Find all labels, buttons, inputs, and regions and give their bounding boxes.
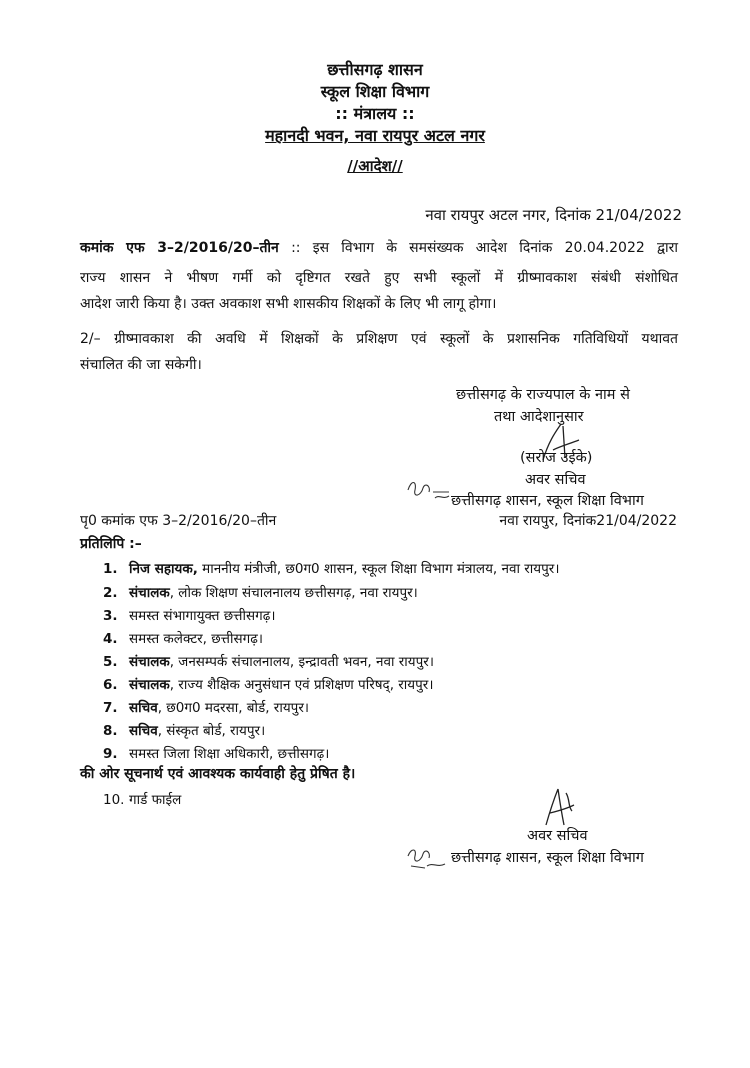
order-number: कमांक एफ 3–2/2016/20–तीन — [80, 240, 279, 256]
place-date: नवा रायपुर अटल नगर, दिनांक 21/04/2022 — [425, 206, 682, 224]
signature-mark-2 — [540, 785, 580, 830]
sig1-line1: छत्तीसगढ़ के राज्यपाल के नाम से — [456, 387, 630, 403]
recipient-6: 6. संचालक, राज्य शैक्षिक अनुसंधान एवं प्रशिक्षण परिषद्, रायपुर। — [103, 677, 434, 693]
sig1-office: छत्तीसगढ़ शासन, स्कूल शिक्षा विभाग — [451, 493, 644, 509]
forwarding-note: की ओर सूचनार्थ एवं आवश्यक कार्यवाही हेतु प्रेषित है। — [80, 766, 356, 782]
para1-line1 — [80, 238, 678, 257]
header-govt: छत्तीसगढ़ शासन — [327, 60, 423, 79]
para2-line2: संचालित की जा सकेगी। — [80, 357, 202, 373]
sig1-designation: अवर सचिव — [525, 472, 586, 488]
header-department: स्कूल शिक्षा विभाग — [320, 82, 430, 101]
recipient-2: 2. संचालक, लोक शिक्षण संचालनालय छत्तीसगढ़, नवा रायपुर। — [103, 585, 418, 601]
para1-line3: आदेश जारी किया है। उक्त अवकाश सभी शासकीय शिक्षकों के लिए भी लागू होगा। — [80, 296, 497, 312]
sig1-line2: तथा आदेशानुसार — [494, 409, 584, 425]
endorsement-number: पृ0 कमांक एफ 3–2/2016/20–तीन — [80, 513, 277, 529]
sig2-office: छत्तीसगढ़ शासन, स्कूल शिक्षा विभाग — [451, 850, 644, 866]
endorsement-place-date: नवा रायपुर, दिनांक21/04/2022 — [499, 513, 677, 529]
para1-line2: राज्य शासन ने भीषण गर्मी को दृष्टिगत रखते हुए सभी स्कूलों में ग्रीष्मावकाश संबंधी संशोधित — [80, 270, 678, 286]
order-title: //आदेश// — [347, 157, 403, 175]
initials-mark-2 — [405, 846, 450, 870]
sig2-designation: अवर सचिव — [527, 828, 588, 844]
para1-line1-text: :: इस विभाग के समसंख्यक आदेश दिनांक 20.04.2022 द्वारा — [291, 240, 679, 256]
copy-to-label: प्रतिलिपि :– — [80, 536, 142, 552]
header-ministry: :: मंत्रालय :: — [335, 104, 415, 123]
recipient-7: 7. सचिव, छ0ग0 मदरसा, बोर्ड, रायपुर। — [103, 700, 309, 716]
header-building: महानदी भवन, नवा रायपुर अटल नगर — [265, 126, 485, 145]
recipient-5: 5. संचालक, जनसम्पर्क संचालनालय, इन्द्रावती भवन, नवा रायपुर। — [103, 654, 434, 670]
recipient-8: 8. सचिव, संस्कृत बोर्ड, रायपुर। — [103, 723, 266, 739]
recipient-9: 9. समस्त जिला शिक्षा अधिकारी, छत्तीसगढ़। — [103, 746, 330, 762]
initials-mark-1 — [405, 478, 455, 502]
para2-line1: 2/– ग्रीष्मावकाश की अवधि में शिक्षकों के प्रशिक्षण एवं स्कूलों के प्रशासनिक गतिविधियों यथावत — [80, 331, 678, 347]
recipient-3: 3. समस्त संभागायुक्त छत्तीसगढ़। — [103, 608, 276, 624]
sig1-name: (सरोज उईके) — [520, 450, 593, 466]
recipient-1: 1. निज सहायक, माननीय मंत्रीजी, छ0ग0 शासन, स्कूल शिक्षा विभाग मंत्रालय, नवा रायपुर। — [103, 561, 560, 577]
recipient-4: 4. समस्त कलेक्टर, छत्तीसगढ़। — [103, 631, 263, 647]
guard-file: 10. गार्ड फाईल — [103, 792, 182, 808]
